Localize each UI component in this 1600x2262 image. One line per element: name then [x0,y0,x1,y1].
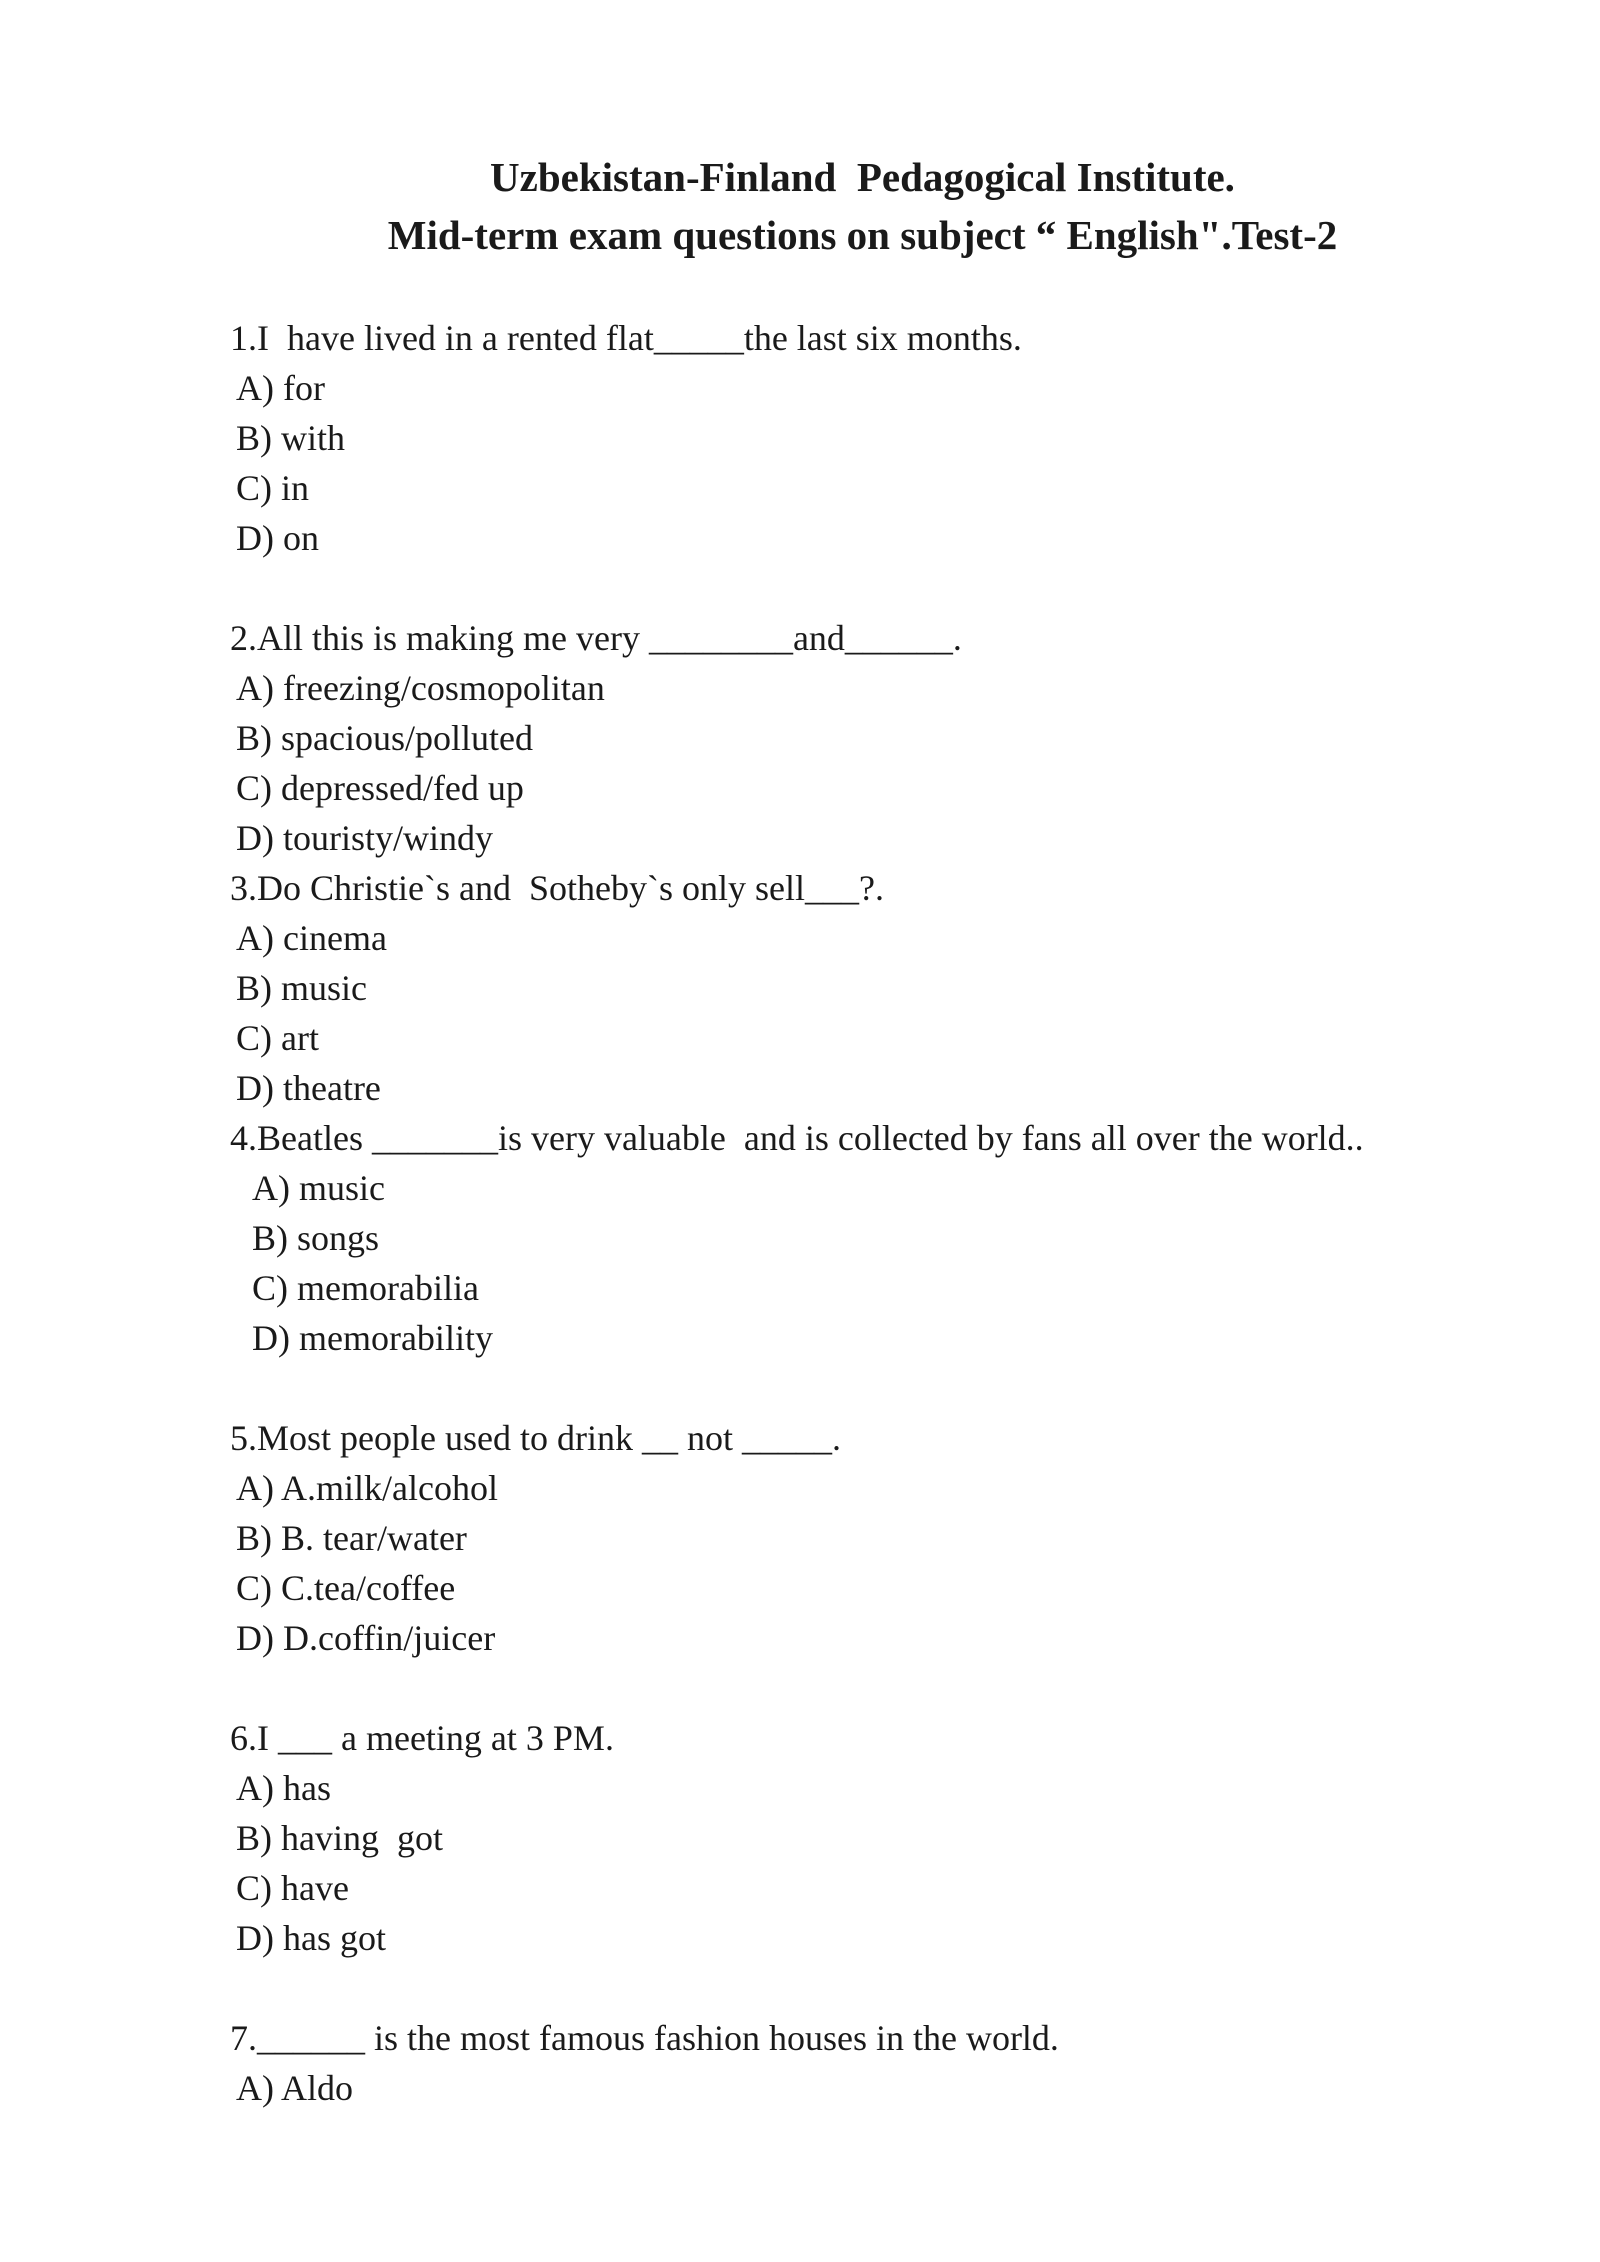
option-a: A) music [252,1168,385,1208]
document-header [0,148,1600,264]
question-4 [230,1113,1530,1363]
option-a: A) for [236,368,325,408]
option-b: B) spacious/polluted [236,718,533,758]
question-5 [230,1413,1530,1663]
option-d: D) memorability [252,1318,493,1358]
question-text: 5.Most people used to drink __ not _____. [230,1418,841,1458]
option-c: C) art [236,1018,319,1058]
option-d: D) theatre [236,1068,381,1108]
question-text: 3.Do Christie`s and Sotheby`s only sell___?. [230,868,884,908]
question-2 [230,613,1530,863]
option-a: A) has [236,1768,331,1808]
option-a: A) A.milk/alcohol [236,1468,498,1508]
question-text: 1.I have lived in a rented flat_____the last six months. [230,318,1022,358]
question-1 [230,313,1530,563]
option-b: B) B. tear/water [236,1518,467,1558]
question-text: 4.Beatles _______is very valuable and is collected by fans all over the world.. [230,1118,1364,1158]
option-b: B) with [236,418,346,458]
question-3 [230,863,1530,1113]
option-c: C) memorabilia [252,1268,479,1308]
option-d: D) touristy/windy [236,818,493,858]
option-b: B) songs [252,1218,380,1258]
question-text: 2.All this is making me very ________and______. [230,618,962,658]
institute-title: Uzbekistan-Finland Pedagogical Institute. [490,154,1235,200]
question-7 [230,2013,1530,2113]
option-a: A) Aldo [236,2068,353,2108]
option-c: C) in [236,468,310,508]
question-text: 6.I ___ a meeting at 3 PM. [230,1718,614,1758]
question-6 [230,1713,1530,1963]
option-c: C) depressed/fed up [236,768,524,808]
option-c: C) have [236,1868,349,1908]
option-c: C) C.tea/coffee [236,1568,456,1608]
question-text: 7.______ is the most famous fashion houses in the world. [230,2018,1059,2058]
option-d: D) has got [236,1918,386,1958]
option-b: B) having got [236,1818,443,1858]
option-a: A) cinema [236,918,387,958]
option-b: B) music [236,968,367,1008]
option-a: A) freezing/cosmopolitan [236,668,605,708]
option-d: D) on [236,518,319,558]
question-list [230,313,1530,2113]
exam-title: Mid-term exam questions on subject “ English".Test-2 [387,212,1338,258]
option-d: D) D.coffin/juicer [236,1618,496,1658]
